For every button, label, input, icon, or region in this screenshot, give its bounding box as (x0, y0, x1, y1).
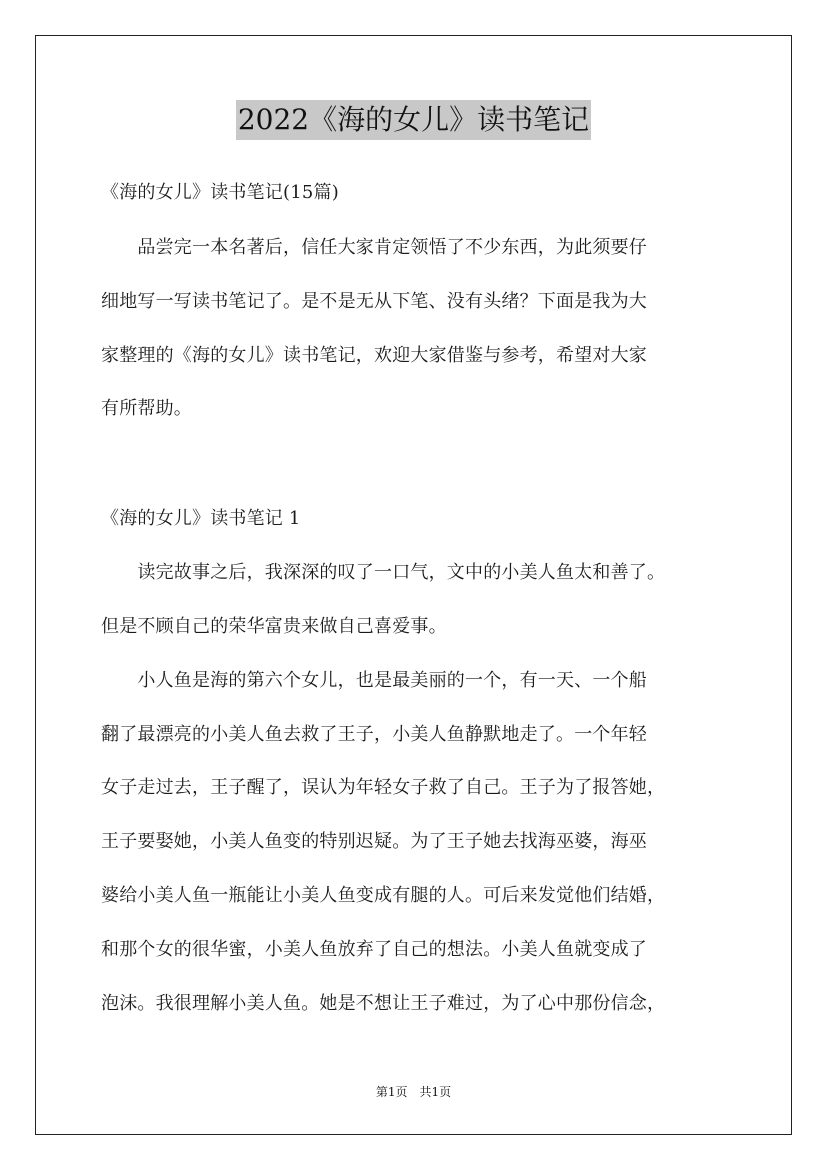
intro-line: 细地写一写读书笔记了。是不是无从下笔、没有头绪？下面是我为大 (101, 291, 647, 312)
page-footer: 第1页 共1页 (375, 1085, 452, 1099)
paragraph1-line: 但是不顾自己的荣华富贵来做自己喜爱事。 (101, 616, 447, 637)
paragraph2-line: 小人鱼是海的第六个女儿，也是最美丽的一个，有一天、一个船 (101, 670, 647, 691)
paragraph2-line: 和那个女的很华蜜，小美人鱼放弃了自己的想法。小美人鱼就变成了 (101, 939, 647, 960)
paragraph2-line: 泡沫。我很理解小美人鱼。她是不想让王子难过，为了心中那份信念， (101, 993, 666, 1014)
paragraph2-line: 王子要娶她，小美人鱼变的特别迟疑。为了王子她去找海巫婆，海巫 (101, 831, 647, 852)
paragraph1-line: 读完故事之后，我深深的叹了一口气，文中的小美人鱼太和善了。 (101, 562, 666, 583)
intro-line: 品尝完一本名著后，信任大家肯定领悟了不少东西，为此须要仔 (101, 237, 647, 258)
intro-line: 家整理的《海的女儿》读书笔记，欢迎大家借鉴与参考，希望对大家 (101, 345, 647, 366)
document-title-wrap (0, 100, 827, 140)
section-heading: 《海的女儿》读书笔记 1 (101, 508, 301, 529)
paragraph2-line: 女子走过去，王子醒了，误认为年轻女子救了自己。王子为了报答她， (101, 777, 666, 798)
document-title: 2022《海的女儿》读书笔记 (236, 100, 591, 140)
intro-line: 有所帮助。 (101, 398, 192, 419)
paragraph2-line: 翻了最漂亮的小美人鱼去救了王子，小美人鱼静默地走了。一个年轻 (101, 724, 647, 745)
paragraph2-line: 婆给小美人鱼一瓶能让小美人鱼变成有腿的人。可后来发觉他们结婚， (101, 885, 666, 906)
subtitle: 《海的女儿》读书笔记(15篇) (101, 182, 339, 203)
